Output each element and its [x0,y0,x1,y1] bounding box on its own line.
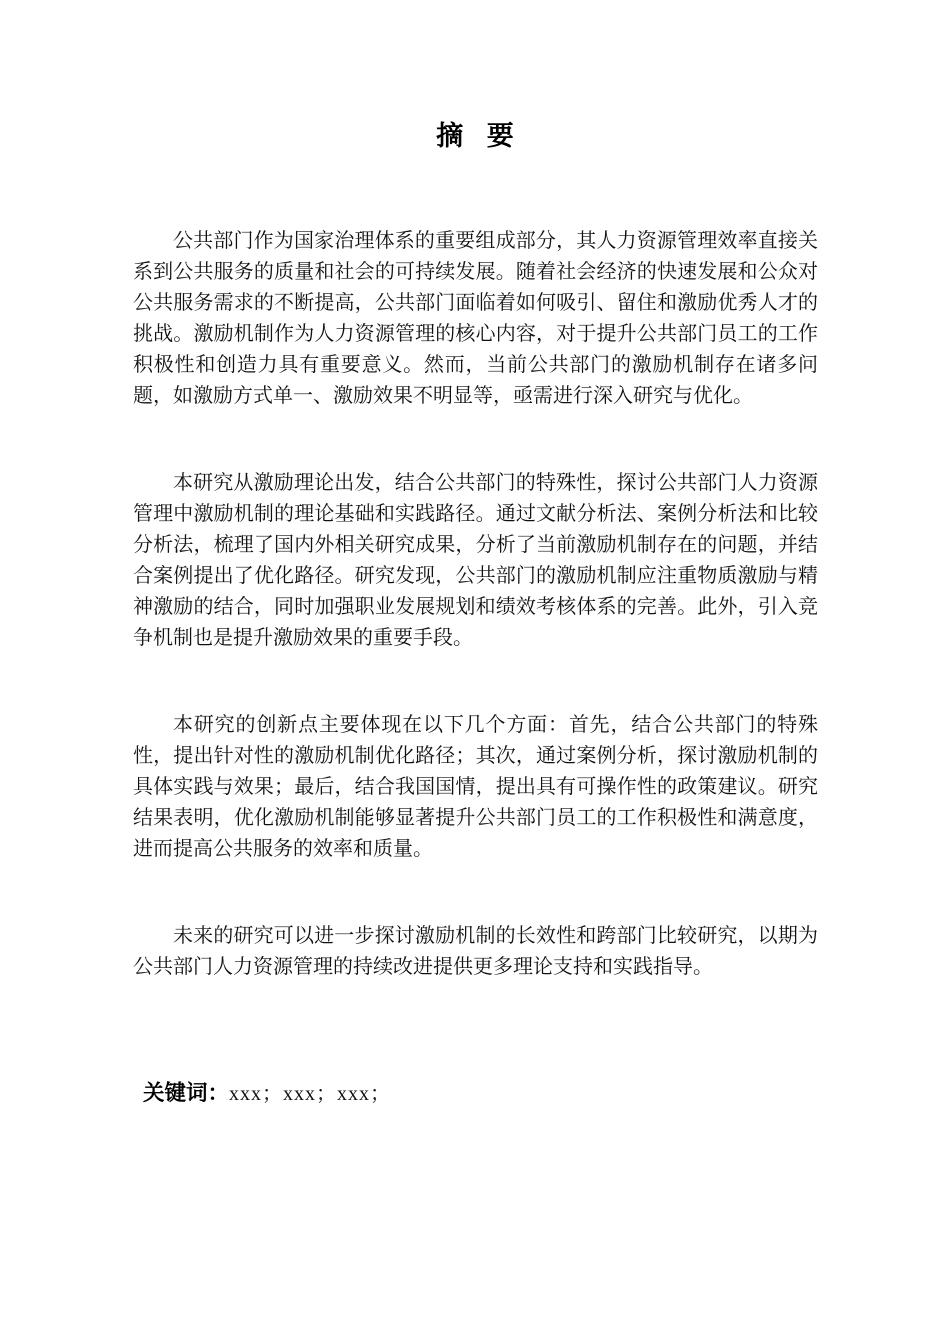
abstract-paragraph-1: 公共部门作为国家治理体系的重要组成部分，其人力资源管理效率直接关系到公共服务的质量和社会的可持续发展。随着社会经济的快速发展和公众对公共服务需求的不断提高，公共部门面临着如何吸引、留住和激励优秀人才的挑战。激励机制作为人力资源管理的核心内容，对于提升公共部门员工的工作积极性和创造力具有重要意义。然而，当前公共部门的激励机制存在诸多问题，如激励方式单一、激励效果不明显等，亟需进行深入研究与优化。 [133,230,818,407]
page-title: 摘 要 [436,121,515,151]
abstract-paragraph-3: 本研究的创新点主要体现在以下几个方面：首先，结合公共部门的特殊性，提出针对性的激励机制优化路径；其次，通过案例分析，探讨激励机制的具体实践与效果；最后，结合我国国情，提出具有可操作性的政策建议。研究结果表明，优化激励机制能够显著提升公共部门员工的工作积极性和满意度，进而提高公共服务的效率和质量。 [133,714,818,860]
abstract-paragraph-4: 未来的研究可以进一步探讨激励机制的长效性和跨部门比较研究，以期为公共部门人力资源管理的持续改进提供更多理论支持和实践指导。 [133,925,818,978]
keywords-label: 关键词： [143,1081,230,1105]
abstract-paragraph-2: 本研究从激励理论出发，结合公共部门的特殊性，探讨公共部门人力资源管理中激励机制的理论基础和实践路径。通过文献分析法、案例分析法和比较分析法，梳理了国内外相关研究成果，分析了当前激励机制存在的问题，并结合案例提出了优化路径。研究发现，公共部门的激励机制应注重物质激励与精神激励的结合，同时加强职业发展规划和绩效考核体系的完善。此外，引入竞争机制也是提升激励效果的重要手段。 [133,472,818,649]
keywords-value: xxx；xxx；xxx； [229,1083,392,1105]
keywords-line [143,1078,818,1109]
